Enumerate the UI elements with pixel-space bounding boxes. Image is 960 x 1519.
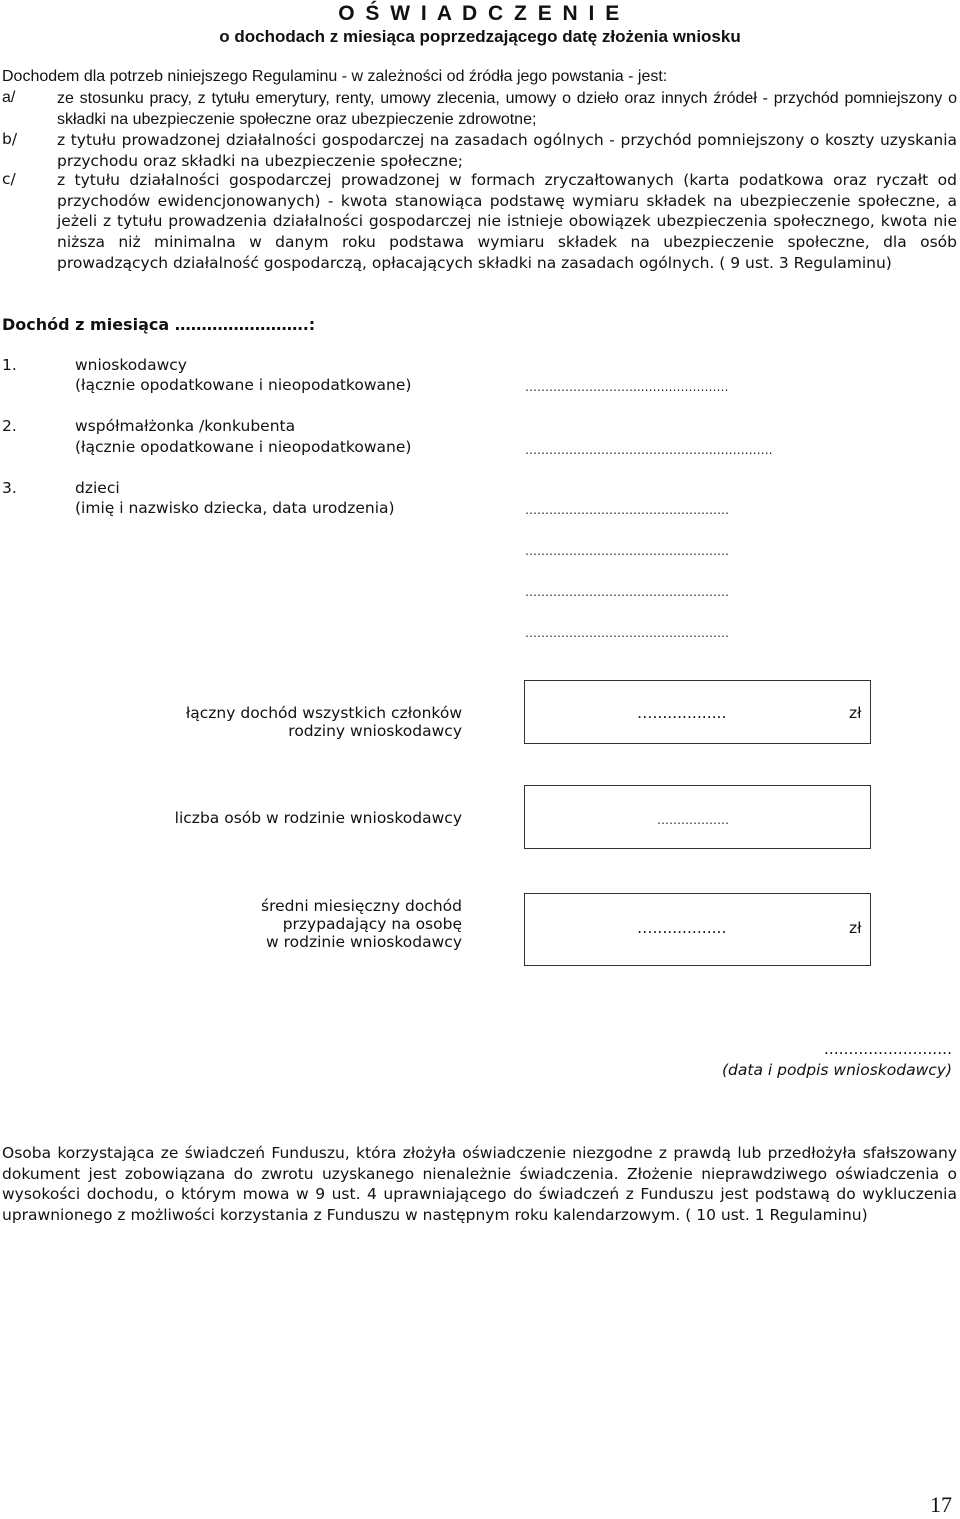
entry-1-number: 1.	[2, 356, 17, 374]
source-c-text: z tytułu działalności gospodarczej prowadzonej w formach zryczałtowanych (karta podatkowa oraz ryczałt od przychodów ewidencjonowanych) - kwota stanowiąca podstawę wymiaru składek na ubezpieczenie społeczne, a jeżeli z tytułu prowadzenia działalności gospodarczej nie istnieje obowiązek ubezpieczenia społecznego, kwota nie niższa niż minimalna w danym roku podstawa wymiaru składek na ubezpieczenie społeczne, dla osób prowadzących działalność gospodarczą, opłacających składki na zasadach ogólnych. ( 9 ust. 3 Regulaminu)	[57, 171, 957, 272]
total-income-label: łączny dochód wszystkich członków rodziny wnioskodawcy	[185, 704, 462, 740]
average-income-box[interactable]	[524, 893, 871, 966]
entry-1-dots[interactable]: ………………………..…….……………	[525, 380, 729, 394]
document-subtitle: o dochodach z miesiąca poprzedzającego datę złożenia wniosku	[219, 27, 741, 46]
child-entry-line-2[interactable]: ……………………………………………	[525, 544, 729, 558]
total-income-value: …...............	[637, 704, 727, 722]
average-income-unit: zł	[849, 919, 862, 937]
signature-dots[interactable]: ..........................	[823, 1040, 952, 1058]
child-entry-line-3[interactable]: ……………………………………………	[525, 585, 729, 599]
document-title: O Ś W I A D C Z E N I E	[338, 2, 622, 25]
source-a-label: a/	[2, 89, 16, 106]
legal-notice: Osoba korzystająca ze świadczeń Funduszu, która złożyła oświadczenie niezgodne z prawdą lub przedłożyła sfałszowany dokument jest zobowiązana do zwrotu uzyskanego nienależnie świadczenia. Złożenie nieprawdziwego oświadczenia o wysokości dochodu, o którym mowa w 9 ust. 4 uprawniającego do świadczeń z Funduszu jest podstawą do wykluczenia uprawnionego z możliwości korzystania z Funduszu w następnym roku kalendarzowym. ( 10 ust. 1 Regulaminu)	[2, 1144, 957, 1224]
source-b-label: b/	[2, 130, 18, 148]
source-b-text: z tytułu prowadzonej działalności gospodarczej na zasadach ogólnych - przychód pomniejszony o koszty uzyskania przychodu oraz składki na ubezpieczenie społeczne;	[57, 131, 957, 170]
entry-3-label: dzieci	[75, 479, 120, 497]
entry-2-sublabel: (łącznie opodatkowane i nieopodatkowane)	[75, 438, 412, 456]
source-a-text: ze stosunku pracy, z tytułu emerytury, renty, umowy zlecenia, umowy o dzieło oraz innych źródeł - przychód pomniejszony o składki na ubezpieczenie społeczne oraz ubezpieczenie zdrowotne;	[57, 90, 957, 128]
intro-text: Dochodem dla potrzeb niniejszego Regulaminu - w zależności od źródła jego powstania - jest:	[2, 68, 668, 85]
child-entry-line-4[interactable]: ……………………………………………	[525, 626, 729, 640]
child-entry-line-1[interactable]: ……………………………………………	[525, 503, 729, 517]
household-size-value: ………………	[657, 813, 729, 827]
entry-1-sublabel: (łącznie opodatkowane i nieopodatkowane)	[75, 376, 412, 394]
entry-1-label: wnioskodawcy	[75, 356, 187, 374]
household-size-box[interactable]	[524, 785, 871, 849]
income-month-heading: Dochód z miesiąca …………………….:	[2, 315, 316, 334]
entry-3-number: 3.	[2, 479, 17, 497]
page-number: 17	[930, 1492, 952, 1517]
total-income-unit: zł	[849, 704, 862, 722]
total-income-box[interactable]	[524, 680, 871, 744]
household-size-label: liczba osób w rodzinie wnioskodawcy	[174, 809, 462, 827]
signature-caption: (data i podpis wnioskodawcy)	[721, 1061, 952, 1079]
average-income-value: …...............	[637, 919, 727, 937]
average-income-label: średni miesięczny dochód przypadający na osobę w rodzinie wnioskodawcy	[261, 897, 462, 951]
entry-2-label: współmałżonka /konkubenta	[75, 417, 296, 435]
entry-2-dots[interactable]: ………………………………………..……………	[525, 443, 773, 457]
entry-2-number: 2.	[2, 417, 17, 435]
entry-3-sublabel: (imię i nazwisko dziecka, data urodzenia)	[75, 499, 395, 517]
source-c-label: c/	[2, 170, 16, 188]
